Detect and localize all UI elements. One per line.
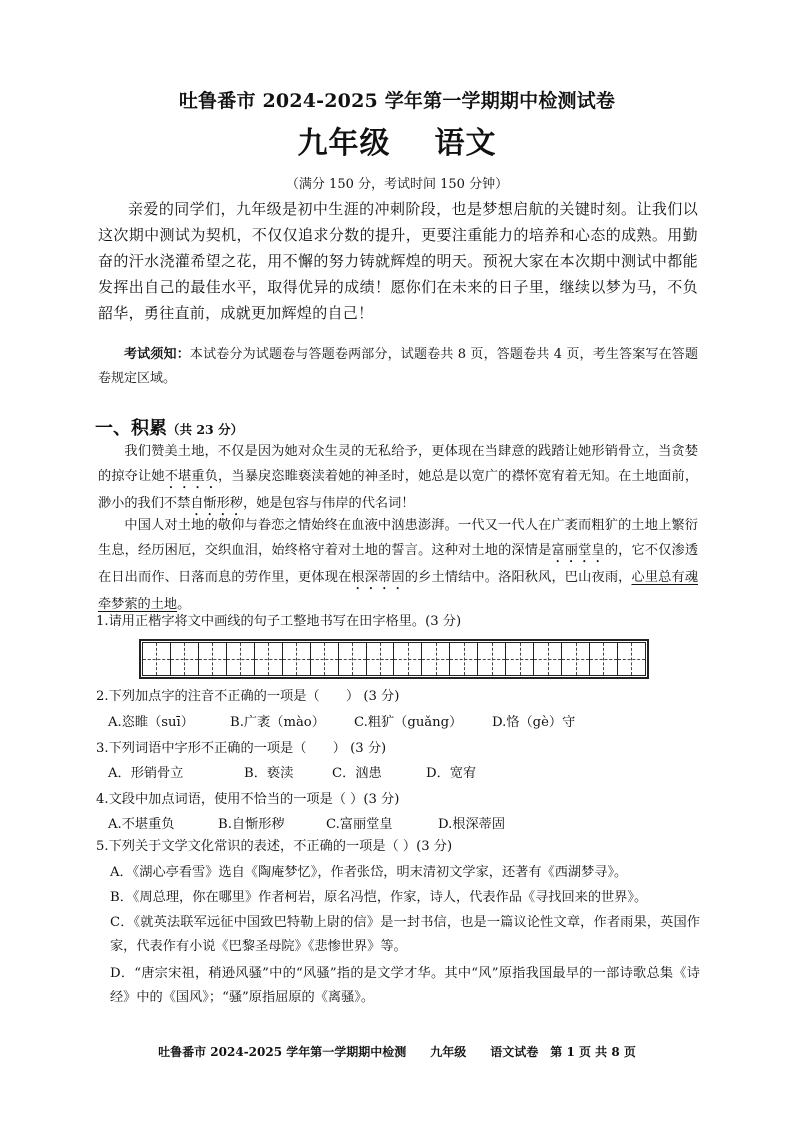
question-5-option-b[interactable]: B．《周总理，你在哪里》作者柯岩，原名冯恺，作家，诗人，代表作品《寻找回来的世界》。 — [110, 890, 648, 905]
notice-label: 考试须知： — [124, 347, 190, 362]
question-1: 1.请用正楷字将文中画线的句子工整地书写在田字格里。(3 分) — [96, 614, 462, 629]
grid-cell[interactable] — [227, 643, 255, 675]
option-d[interactable]: D.根深蒂固 — [438, 817, 506, 832]
grid-cell[interactable] — [339, 643, 367, 675]
dotted-word: 自惭形秽 — [190, 495, 244, 511]
option-c[interactable]: C.粗犷（guǎng） — [354, 715, 463, 730]
passage-paragraph-2 — [98, 514, 698, 617]
grid-cell[interactable] — [422, 643, 450, 675]
section-heading — [95, 414, 243, 440]
tianzige-writing-grid[interactable] — [139, 639, 649, 679]
grid-cell[interactable] — [199, 643, 227, 675]
option-c[interactable]: C.富丽堂皇 — [326, 817, 393, 832]
exam-title: 吐鲁番市 2024-2025 学年第一学期期中检测试卷 — [178, 90, 616, 112]
option-a[interactable]: A.恣睢（suī） — [108, 715, 194, 730]
grade-subject-heading — [0, 118, 794, 162]
grid-cells — [142, 642, 646, 676]
grid-cell[interactable] — [450, 643, 478, 675]
section-points: （共 23 分） — [167, 422, 244, 437]
grid-cell[interactable] — [367, 643, 395, 675]
grid-cell[interactable] — [394, 643, 422, 675]
option-a[interactable]: A．形销骨立 — [108, 766, 184, 781]
grid-cell[interactable] — [283, 643, 311, 675]
page-footer: 吐鲁番市 2024-2025 学年第一学期期中检测 九年级 语文试卷 第 1 页 共 8 页 — [158, 1045, 636, 1059]
grid-cell[interactable] — [478, 643, 506, 675]
grid-cell[interactable] — [534, 643, 562, 675]
grid-cell[interactable] — [255, 643, 283, 675]
grid-cell[interactable] — [143, 643, 171, 675]
grid-cell[interactable] — [506, 643, 534, 675]
option-d[interactable]: D.恪（gè）守 — [492, 715, 576, 730]
exam-notice — [98, 343, 698, 391]
passage-text: 。 — [177, 596, 191, 612]
passage-text: 的，它不仅渗透在日出而作、日落而息的劳作里，更体现在 — [98, 542, 699, 585]
subject-label: 语文 — [434, 126, 497, 161]
question-2: 2.下列加点字的注音不正确的一项是（ ） (3 分) — [96, 689, 400, 704]
passage-text: ，当暴戾恣睢亵渎着她的神圣时，她总是以宽广的襟怀宽宥着无知。在土地面前，渺小的我们不禁 — [98, 468, 699, 511]
question-3: 3.下列词语中字形不正确的一项是（ ） (3 分) — [96, 741, 387, 756]
option-d[interactable]: D．宽宥 — [426, 766, 477, 781]
grid-cell[interactable] — [590, 643, 618, 675]
passage-paragraph-1 — [98, 440, 698, 519]
intro-paragraph: 亲爱的同学们，九年级是初中生涯的冲刺阶段，也是梦想启航的关键时刻。让我们以这次期中测试为契机，不仅仅追求分数的提升，更要注重能力的培养和心态的成熟。用勤奋的汗水浇灌希望之花，用不懈的努力铸就辉煌的明天。预祝大家在本次期中测试中都能发挥出自己的最佳水平，取得优异的成绩！愿你们在未来的日子里，继续以梦为马，不负韶华，勇往直前，成就更加辉煌的自己！ — [98, 200, 698, 322]
passage-text: 的乡土情结中。洛阳秋风，巴山夜雨， — [404, 569, 632, 585]
option-a[interactable]: A.不堪重负 — [108, 817, 175, 832]
question-4-options — [108, 815, 708, 835]
question-4: 4.文段中加点词语，使用不恰当的一项是（ ）(3 分) — [96, 792, 400, 807]
question-3-options — [108, 764, 708, 784]
question-5: 5.下列关于文学文化常识的表述，不正确的一项是（ ）(3 分) — [96, 839, 453, 854]
underlined-sentence: 心里总有魂牵梦萦的土地 — [98, 569, 699, 612]
notice-text: 本试卷分为试题卷与答题卷两部分，试题卷共 8 页，答题卷共 4 页，考生答案写在答题卷规定区域。 — [98, 347, 698, 386]
passage-text: ，她是包容与伟岸的代名词！ — [243, 495, 415, 511]
option-b[interactable]: B．亵渎 — [244, 766, 294, 781]
grid-cell[interactable] — [311, 643, 339, 675]
option-b[interactable]: B.自惭形秽 — [218, 817, 285, 832]
passage-text: 我们赞美土地，不仅是因为她对众生灵的无私给予，更体现在当肆意的践踏让她形销骨立，当贪婪的掠夺让她 — [98, 444, 698, 484]
option-c[interactable]: C．汹患 — [332, 766, 382, 781]
grid-cell[interactable] — [562, 643, 590, 675]
option-b[interactable]: B.广袤（mào） — [230, 715, 325, 730]
grid-cell[interactable] — [171, 643, 199, 675]
question-5-option-a[interactable]: A．《湖心亭看雪》选自《陶庵梦忆》，作者张岱，明末清初文学家，还著有《西湖梦寻》。 — [110, 865, 628, 880]
grade-label: 九年级 — [297, 126, 391, 161]
dotted-word: 不堪重负 — [164, 468, 219, 484]
dotted-word: 根深蒂固 — [351, 569, 405, 585]
question-5-option-c[interactable]: C．《就英法联军远征中国致巴特勒上尉的信》是一封书信，也是一篇议论性文章，作者雨果，英国作家，代表作有小说《巴黎圣母院》《悲惨世界》等。 — [110, 915, 700, 954]
question-5-option-d[interactable]: D．“唐宗宋祖，稍逊风骚”中的“风骚”指的是文学才华。其中“风”原指我国最早的一部诗歌总集《诗经》中的《国风》；“骚”原指屈原的《离骚》。 — [110, 966, 700, 1005]
section-title: 一、积累 — [95, 418, 167, 439]
passage-text: 中国人对土地的敬仰与眷恋之情始终在血液中汹患澎湃。一代又一代人在广袤而粗犷的土地上繁衍生息，经历困厄，交织血泪，始终格守着对土地的誓言。这种对土地的深情是 — [98, 518, 698, 558]
question-2-options — [108, 713, 708, 733]
dotted-word: 富丽堂皇 — [551, 542, 605, 558]
grid-cell[interactable] — [618, 643, 645, 675]
exam-meta: （满分 150 分，考试时间 150 分钟） — [285, 177, 509, 192]
